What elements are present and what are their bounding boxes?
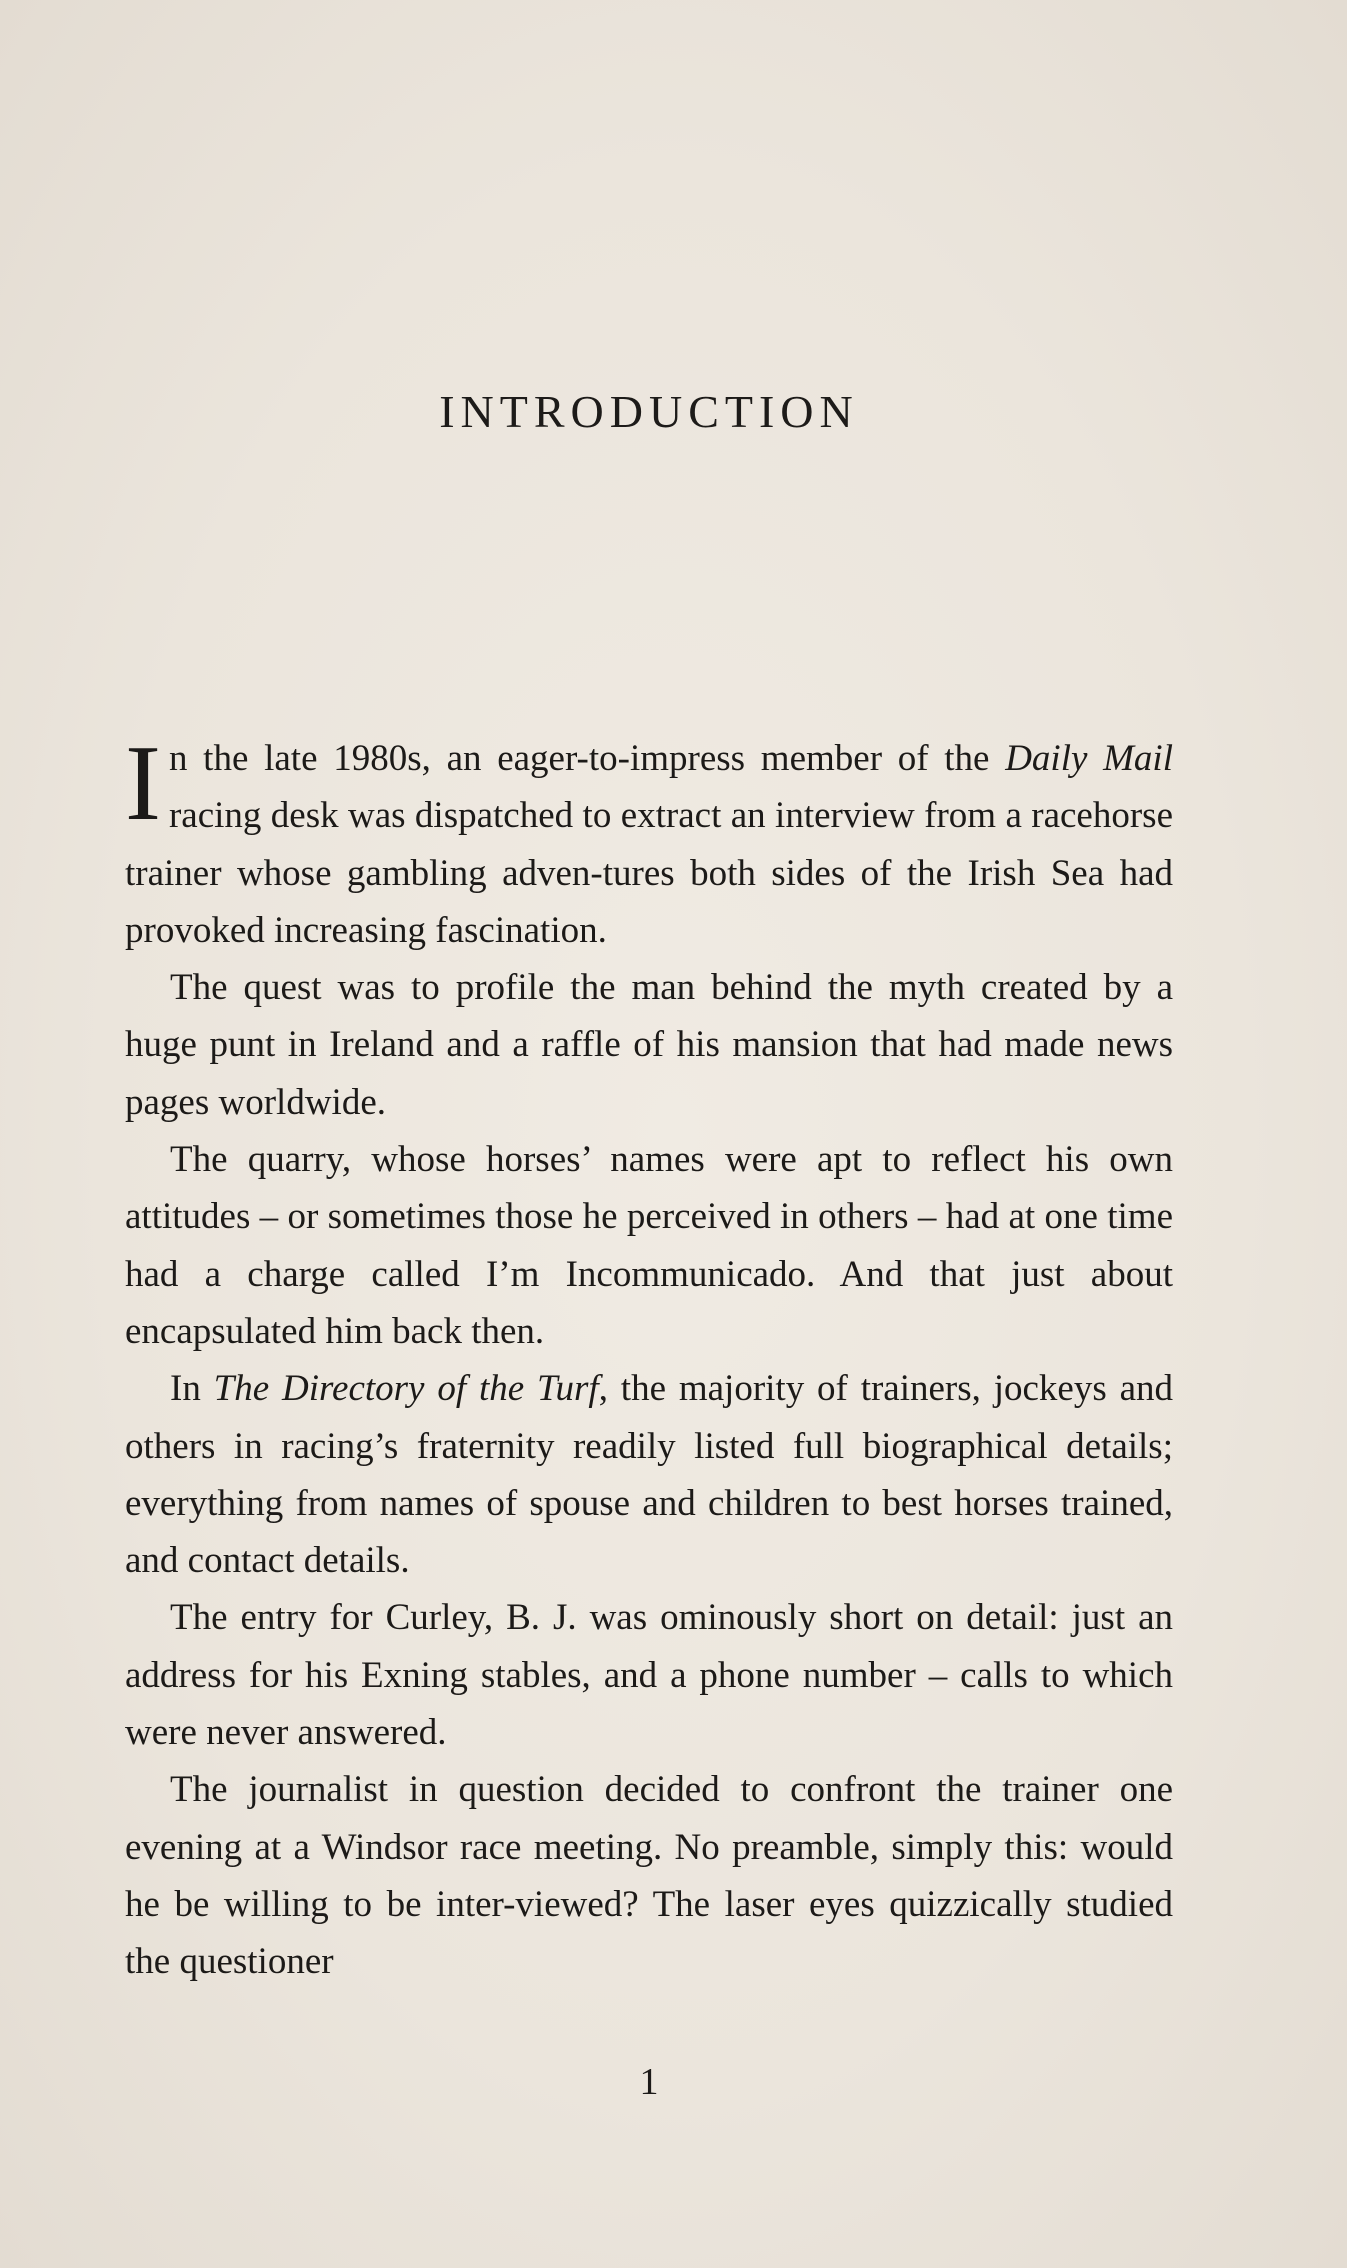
paragraph-1-text-b: racing desk was dispatched to extract an interview from a racehorse trainer whose gambling adven-tures both sides of the Irish Sea had provoked increasing fascination. — [125, 795, 1173, 951]
paragraph-4-text-a: In — [170, 1368, 214, 1410]
paragraph-3: The quarry, whose horses’ names were apt to reflect his own attitudes – or sometimes those he perceived in others – had at one time had a charge called I’m Incommunicado. And that just about encapsulated him back then. — [125, 1139, 1173, 1352]
bleed-through-texture — [120, 160, 1180, 217]
drop-cap: I — [125, 724, 161, 843]
paragraph-6: The journalist in question decided to confront the trainer one evening at a Windsor race meeting. No preamble, simply this: would he be willing to be inter-viewed? The laser eyes quizzically studied the questioner — [125, 1769, 1173, 1983]
chapter-title: INTRODUCTION — [439, 386, 859, 437]
paragraph-1 — [125, 724, 1173, 959]
page-number: 1 — [639, 2061, 659, 2103]
body-text — [125, 724, 1174, 1991]
paragraph-4-text-b: , the majority of trainers, jockeys and others in racing’s fraternity readily listed full biographical details; everything from names of spouse and children to best horses trained, and contact details. — [125, 1368, 1174, 1582]
paragraph-2: The quest was to profile the man behind the myth created by a huge punt in Ireland and a raffle of his mansion that had made news pages worldwide. — [125, 967, 1173, 1123]
paragraph-4 — [125, 1360, 1173, 1589]
paragraph-4-italic: The Directory of the Turf — [213, 1368, 599, 1410]
paragraph-1-italic: Daily Mail — [1005, 738, 1173, 779]
paragraph-1-text-a: n the late 1980s, an eager-to-impress member of the — [168, 738, 1006, 779]
paragraph-5: The entry for Curley, B. J. was ominously short on detail: just an address for his Exning stables, and a phone number – calls to which were never answered. — [125, 1597, 1173, 1754]
